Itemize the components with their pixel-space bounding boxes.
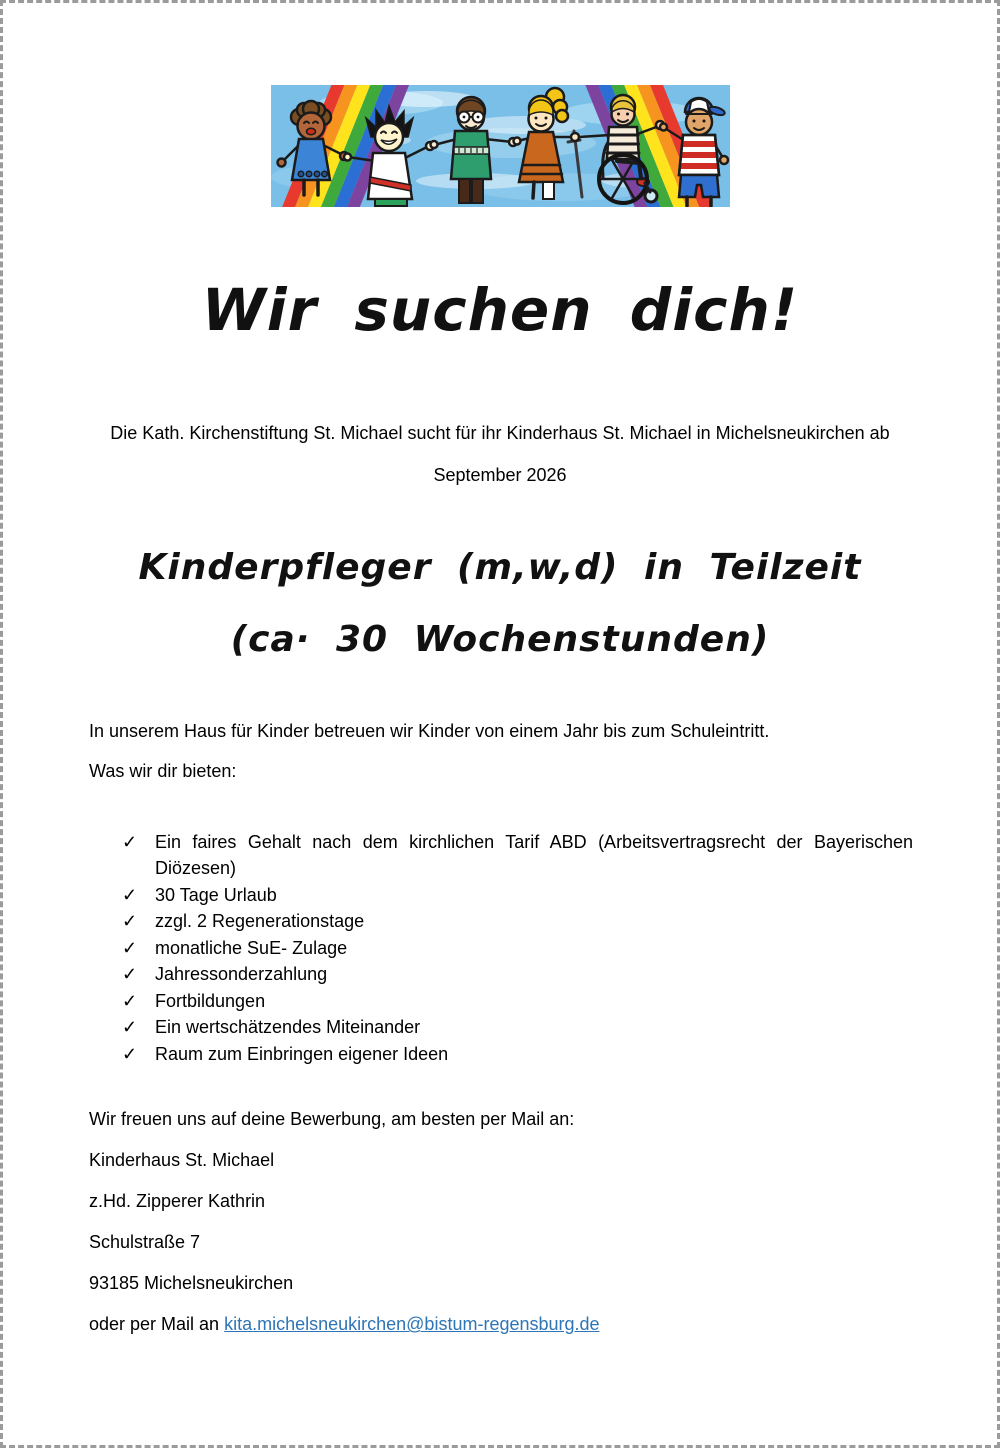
list-item	[122, 1041, 913, 1068]
benefit-text: Jahressonderzahlung	[155, 964, 328, 985]
benefit-text: Raum zum Einbringen eigener Ideen	[155, 1043, 449, 1064]
position-title-line-1: Kinderpfleger (m,w,d) in Teilzeit	[138, 546, 862, 588]
body-content	[3, 721, 997, 1335]
checkmark-icon: ✓	[122, 884, 138, 905]
intro-line-2: September 2026	[433, 464, 567, 485]
contact-org: Kinderhaus St. Michael	[89, 1150, 275, 1171]
intro-line-1: Die Kath. Kirchenstiftung St. Michael sucht für ihr Kinderhaus St. Michael in Michelsneukirchen ab	[110, 422, 890, 443]
contact-city: 93185 Michelsneukirchen	[89, 1273, 294, 1294]
benefit-text: zzgl. 2 Regenerationstage	[155, 911, 365, 932]
benefit-text: Fortbildungen	[155, 990, 266, 1011]
checkmark-icon: ✓	[122, 990, 138, 1011]
list-item	[122, 988, 913, 1015]
checkmark-icon: ✓	[122, 937, 138, 958]
page-title: Wir suchen dich!	[201, 276, 799, 344]
offer-heading: Was wir dir bieten:	[89, 760, 237, 781]
list-item	[122, 1014, 913, 1041]
closing-line: Wir freuen uns auf deine Bewerbung, am besten per Mail an:	[89, 1109, 575, 1130]
children-banner-illustration	[271, 85, 730, 207]
checkmark-icon: ✓	[122, 831, 138, 852]
position-title-line-2: (ca· 30 Wochenstunden)	[230, 618, 770, 660]
checkmark-icon: ✓	[122, 1017, 138, 1038]
mail-prefix: oder per Mail an	[89, 1314, 225, 1335]
list-item	[122, 935, 913, 962]
benefit-text: 30 Tage Urlaub	[155, 884, 277, 905]
list-item	[122, 908, 913, 935]
benefit-text: Ein wertschätzendes Miteinander	[155, 1017, 421, 1038]
contact-street: Schulstraße 7	[89, 1232, 201, 1253]
list-item	[122, 961, 913, 988]
checkmark-icon: ✓	[122, 964, 138, 985]
checkmark-icon: ✓	[122, 911, 138, 932]
contact-person: z.Hd. Zipperer Kathrin	[89, 1191, 266, 1212]
list-item	[122, 829, 913, 882]
checkmark-icon: ✓	[122, 1043, 138, 1064]
benefits-list	[122, 829, 913, 1068]
list-item	[122, 882, 913, 909]
benefit-text: monatliche SuE- Zulage	[155, 937, 348, 958]
children-rainbow-art-icon	[271, 85, 730, 207]
mail-line	[89, 1314, 913, 1334]
benefit-text: Ein faires Gehalt nach dem kirchlichen Tarif ABD (Arbeitsvertragsrecht der Bayerischen Diözesen)	[155, 831, 913, 879]
about-paragraph: In unserem Haus für Kinder betreuen wir Kinder von einem Jahr bis zum Schuleintritt.	[89, 720, 770, 741]
email-link[interactable]: kita.michelsneukirchen@bistum-regensburg.de	[224, 1314, 600, 1335]
